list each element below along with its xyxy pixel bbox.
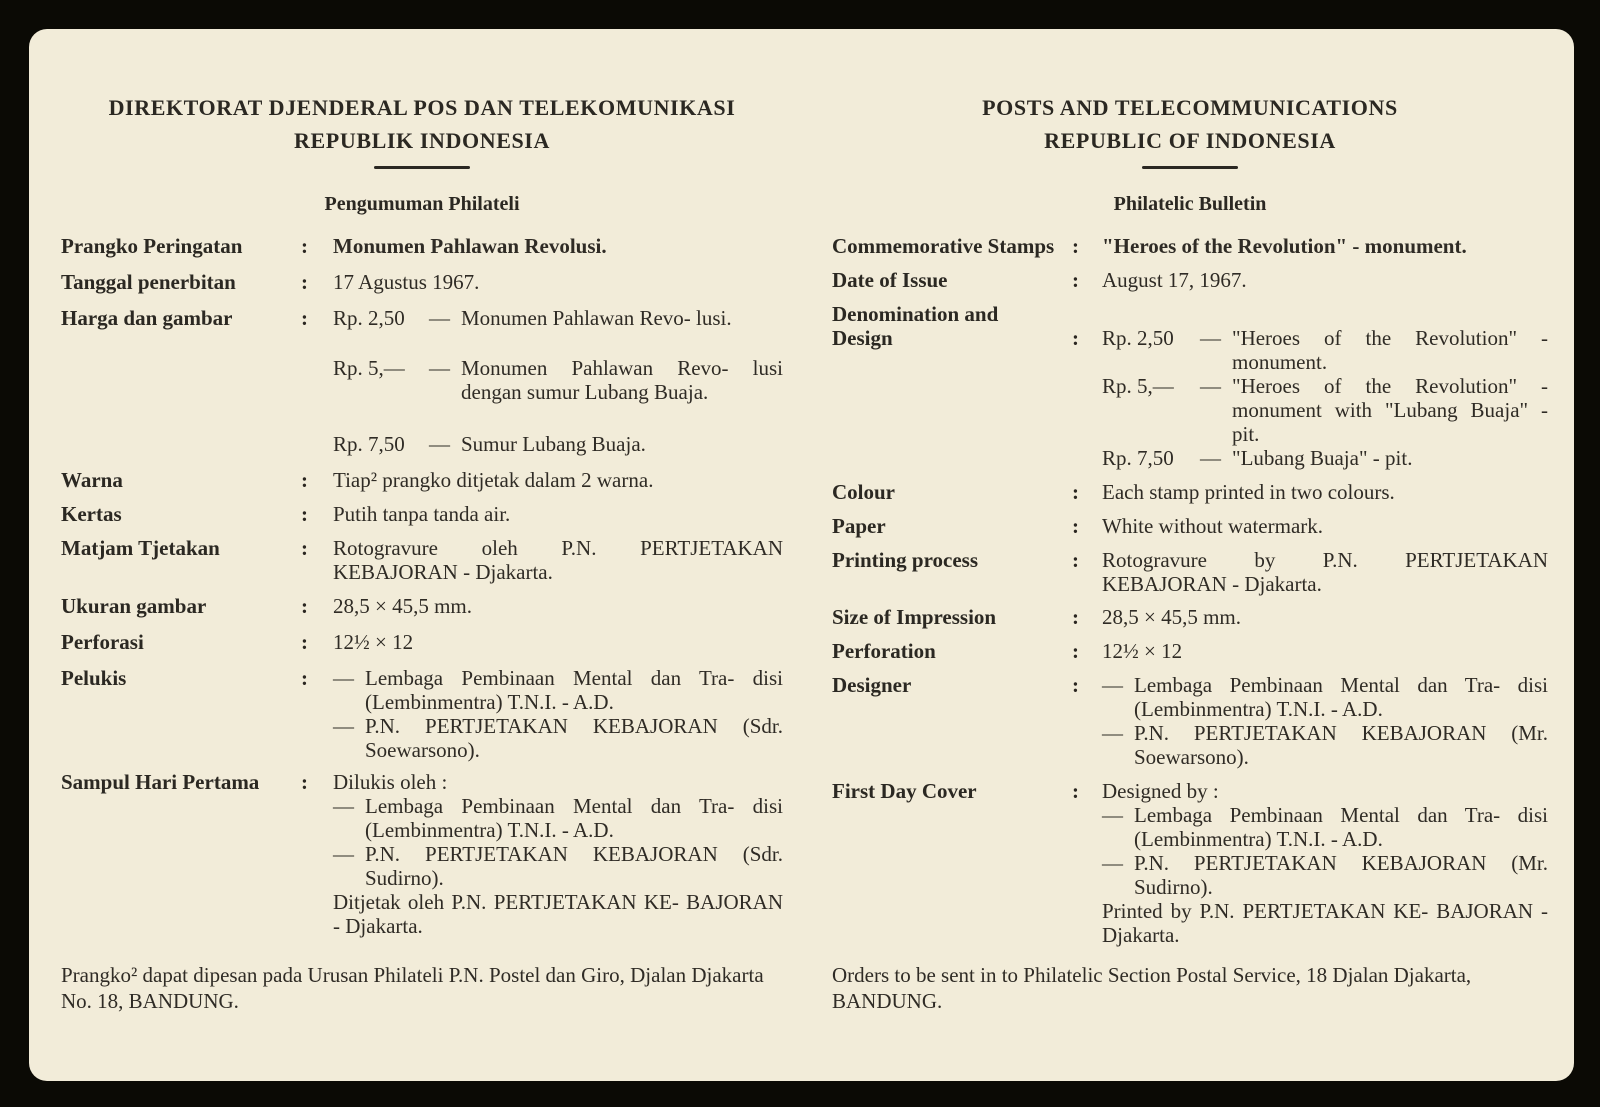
denomination-amount: Rp. 2,50 — [1102, 326, 1174, 350]
fdc-designer-text: P.N. PERTJETAKAN KEBAJORAN (Mr. Sudirno). — [1134, 851, 1548, 899]
title-rule — [374, 166, 470, 169]
entries — [61, 234, 783, 950]
colon: : — [301, 536, 308, 560]
fdc-details — [333, 770, 783, 938]
denomination-desc: "Heroes of the Revolution" - monument. — [1232, 326, 1548, 374]
colon: : — [301, 468, 308, 492]
entry-first-day-cover — [61, 770, 783, 950]
entry-value: 12½ × 12 — [1102, 639, 1183, 663]
entry-value: Monumen Pahlawan Revolusi. — [333, 234, 607, 258]
page-title-subline: REPUBLIK INDONESIA — [294, 128, 550, 153]
denomination-item — [1102, 374, 1548, 446]
dash: — — [429, 306, 450, 330]
denomination-item — [333, 432, 783, 456]
colon: : — [301, 234, 308, 258]
fdc-details — [1102, 779, 1548, 947]
entry-label: Pelukis — [61, 666, 127, 690]
entry-value: Putih tanpa tanda air. — [333, 502, 511, 526]
colon: : — [301, 594, 308, 618]
page-title: DIREKTORAT DJENDERAL POS DAN TELEKOMUNIKASI — [108, 95, 736, 120]
entry-label: Denomination and Design — [832, 302, 999, 350]
page-title: POSTS AND TELECOMMUNICATIONS — [982, 95, 1398, 120]
fdc-designer-item — [1102, 803, 1548, 851]
entry-label: Designer — [832, 673, 912, 697]
section-subtitle: Pengumuman Philateli — [324, 193, 520, 215]
designer-list — [1102, 673, 1548, 769]
dash: — — [333, 842, 354, 866]
entry-value: "Heroes of the Revolution" - monument. — [1102, 234, 1467, 258]
entry-date — [61, 270, 783, 306]
entry-designer — [61, 666, 783, 770]
colon: : — [1072, 548, 1079, 572]
entry-label: Perforation — [832, 639, 936, 663]
colon: : — [1072, 514, 1079, 538]
entry-paper — [832, 514, 1548, 548]
dash: — — [333, 666, 354, 690]
dash: — — [429, 432, 450, 456]
designer-text: P.N. PERTJETAKAN KEBAJORAN (Mr. Soewarsono). — [1134, 721, 1548, 769]
colon: : — [301, 666, 308, 690]
entry-paper — [61, 502, 783, 536]
designer-text: P.N. PERTJETAKAN KEBAJORAN (Sdr. Soewarsono). — [365, 714, 783, 762]
order-note: Orders to be sent in to Philatelic Section Postal Service, 18 Djalan Djakarta, BANDUNG. — [832, 963, 1472, 1013]
indonesian-column — [61, 29, 783, 1081]
entries — [832, 234, 1548, 959]
colon: : — [301, 270, 308, 294]
entry-designer — [832, 673, 1548, 779]
denomination-desc: "Lubang Buaja" - pit. — [1232, 446, 1413, 470]
colon: : — [1072, 605, 1079, 629]
entry-value: 17 Agustus 1967. — [333, 270, 480, 294]
designer-item — [333, 714, 783, 762]
entry-label: Matjam Tjetakan — [61, 536, 220, 560]
dash: — — [333, 714, 354, 738]
entry-denomination — [61, 306, 783, 468]
colon: : — [1072, 639, 1079, 663]
entry-label: Perforasi — [61, 630, 144, 654]
designer-item — [1102, 721, 1548, 769]
entry-label: Colour — [832, 480, 895, 504]
entry-label: Harga dan gambar — [61, 306, 233, 330]
entry-label: Paper — [832, 514, 886, 538]
denomination-amount: Rp. 5,— — [1102, 374, 1174, 398]
colon: : — [1072, 326, 1079, 350]
entry-value: Tiap² prangko ditjetak dalam 2 warna. — [333, 468, 654, 492]
entry-printing — [832, 548, 1548, 605]
dash: — — [333, 794, 354, 818]
fdc-printed: Ditjetak oleh P.N. PERTJETAKAN KE- BAJORAN - Djakarta. — [333, 890, 783, 938]
dash: — — [429, 356, 450, 380]
denomination-list — [1102, 302, 1548, 470]
dash: — — [1200, 374, 1221, 398]
designer-text: Lembaga Pembinaan Mental dan Tra- disi (Lembinmentra) T.N.I. - A.D. — [1134, 673, 1548, 721]
fdc-designer-item — [333, 794, 783, 842]
denomination-item — [333, 356, 783, 432]
denomination-amount: Rp. 7,50 — [1102, 446, 1174, 470]
dash: — — [1102, 803, 1123, 827]
entry-label: Size of Impression — [832, 605, 997, 629]
entry-value: 28,5 × 45,5 mm. — [333, 594, 473, 618]
fdc-designer-text: Lembaga Pembinaan Mental dan Tra- disi (Lembinmentra) T.N.I. - A.D. — [1134, 803, 1548, 851]
denomination-amount: Rp. 7,50 — [333, 432, 405, 456]
designer-item — [333, 666, 783, 714]
entry-printing — [61, 536, 783, 594]
fdc-designer-item — [333, 842, 783, 890]
dash: — — [1200, 446, 1221, 470]
colon: : — [1072, 779, 1079, 803]
entry-perforation — [61, 630, 783, 666]
entry-label: Commemorative Stamps — [832, 234, 1055, 258]
english-column — [832, 29, 1548, 1081]
order-note: Prangko² dapat dipesan pada Urusan Philateli P.N. Postel dan Giro, Djalan Djakarta No. 18, BANDUNG. — [61, 963, 764, 1013]
title-rule — [1142, 166, 1238, 169]
dash: — — [1102, 851, 1123, 875]
entry-label: Warna — [61, 468, 123, 492]
entry-label: Sampul Hari Pertama — [61, 770, 260, 794]
dash: — — [1102, 673, 1123, 697]
denomination-desc: "Heroes of the Revolution" - monument with "Lubang Buaja" - pit. — [1232, 374, 1548, 446]
denomination-item — [1102, 446, 1548, 470]
entry-value: 28,5 × 45,5 mm. — [1102, 605, 1242, 629]
denomination-amount: Rp. 5,— — [333, 356, 405, 380]
entry-first-day-cover — [832, 779, 1548, 959]
designer-item — [1102, 673, 1548, 721]
colon: : — [301, 630, 308, 654]
fdc-intro: Designed by : — [1102, 779, 1219, 803]
colon: : — [1072, 673, 1079, 697]
fdc-intro: Dilukis oleh : — [333, 770, 448, 794]
entry-stamps — [832, 234, 1548, 268]
dash: — — [1102, 721, 1123, 745]
fdc-printed: Printed by P.N. PERTJETAKAN KE- BAJORAN - Djakarta. — [1102, 899, 1548, 947]
fdc-designer-text: Lembaga Pembinaan Mental dan Tra- disi (Lembinmentra) T.N.I. - A.D. — [365, 794, 783, 842]
colon: : — [1072, 234, 1079, 258]
denomination-item — [1102, 326, 1548, 374]
colon: : — [1072, 268, 1079, 292]
entry-label: Prangko Peringatan — [61, 234, 243, 258]
bulletin-sheet — [29, 29, 1574, 1081]
entry-value: Rotogravure by P.N. PERTJETAKAN KEBAJORAN - Djakarta. — [1102, 548, 1548, 596]
fdc-designer-text: P.N. PERTJETAKAN KEBAJORAN (Sdr. Sudirno). — [365, 842, 783, 890]
fdc-designer-item — [1102, 851, 1548, 899]
dash: — — [1200, 326, 1221, 350]
denomination-amount: Rp. 2,50 — [333, 306, 405, 330]
denomination-desc: Monumen Pahlawan Revo- lusi. — [461, 306, 732, 330]
designer-list — [333, 666, 783, 762]
entry-label: Tanggal penerbitan — [61, 270, 236, 294]
entry-value: Rotogravure oleh P.N. PERTJETAKAN KEBAJORAN - Djakarta. — [333, 536, 783, 584]
colon: : — [301, 306, 308, 330]
denomination-desc: Sumur Lubang Buaja. — [461, 432, 646, 456]
designer-text: Lembaga Pembinaan Mental dan Tra- disi (Lembinmentra) T.N.I. - A.D. — [365, 666, 783, 714]
entry-denomination — [832, 302, 1548, 480]
entry-value: 12½ × 12 — [333, 630, 414, 654]
header — [61, 91, 783, 169]
entry-value: White without watermark. — [1102, 514, 1324, 538]
entry-label: Kertas — [61, 502, 122, 526]
entry-label: Printing process — [832, 548, 979, 572]
entry-value: Each stamp printed in two colours. — [1102, 480, 1395, 504]
entry-date — [832, 268, 1548, 302]
entry-size — [832, 605, 1548, 639]
entry-stamps — [61, 234, 783, 270]
denomination-list — [333, 306, 783, 456]
entry-label: First Day Cover — [832, 779, 977, 803]
entry-label: Date of Issue — [832, 268, 948, 292]
colon: : — [301, 770, 308, 794]
entry-value: August 17, 1967. — [1102, 268, 1247, 292]
denomination-item — [333, 306, 783, 356]
entry-label: Ukuran gambar — [61, 594, 207, 618]
colon: : — [1072, 480, 1079, 504]
entry-perforation — [832, 639, 1548, 673]
header — [832, 91, 1548, 169]
colon: : — [301, 502, 308, 526]
entry-size — [61, 594, 783, 630]
section-subtitle: Philatelic Bulletin — [1113, 193, 1267, 215]
entry-colour — [61, 468, 783, 502]
page-title-subline: REPUBLIC OF INDONESIA — [1044, 128, 1336, 153]
denomination-desc: Monumen Pahlawan Revo- lusi dengan sumur Lubang Buaja. — [461, 356, 783, 404]
entry-colour — [832, 480, 1548, 514]
